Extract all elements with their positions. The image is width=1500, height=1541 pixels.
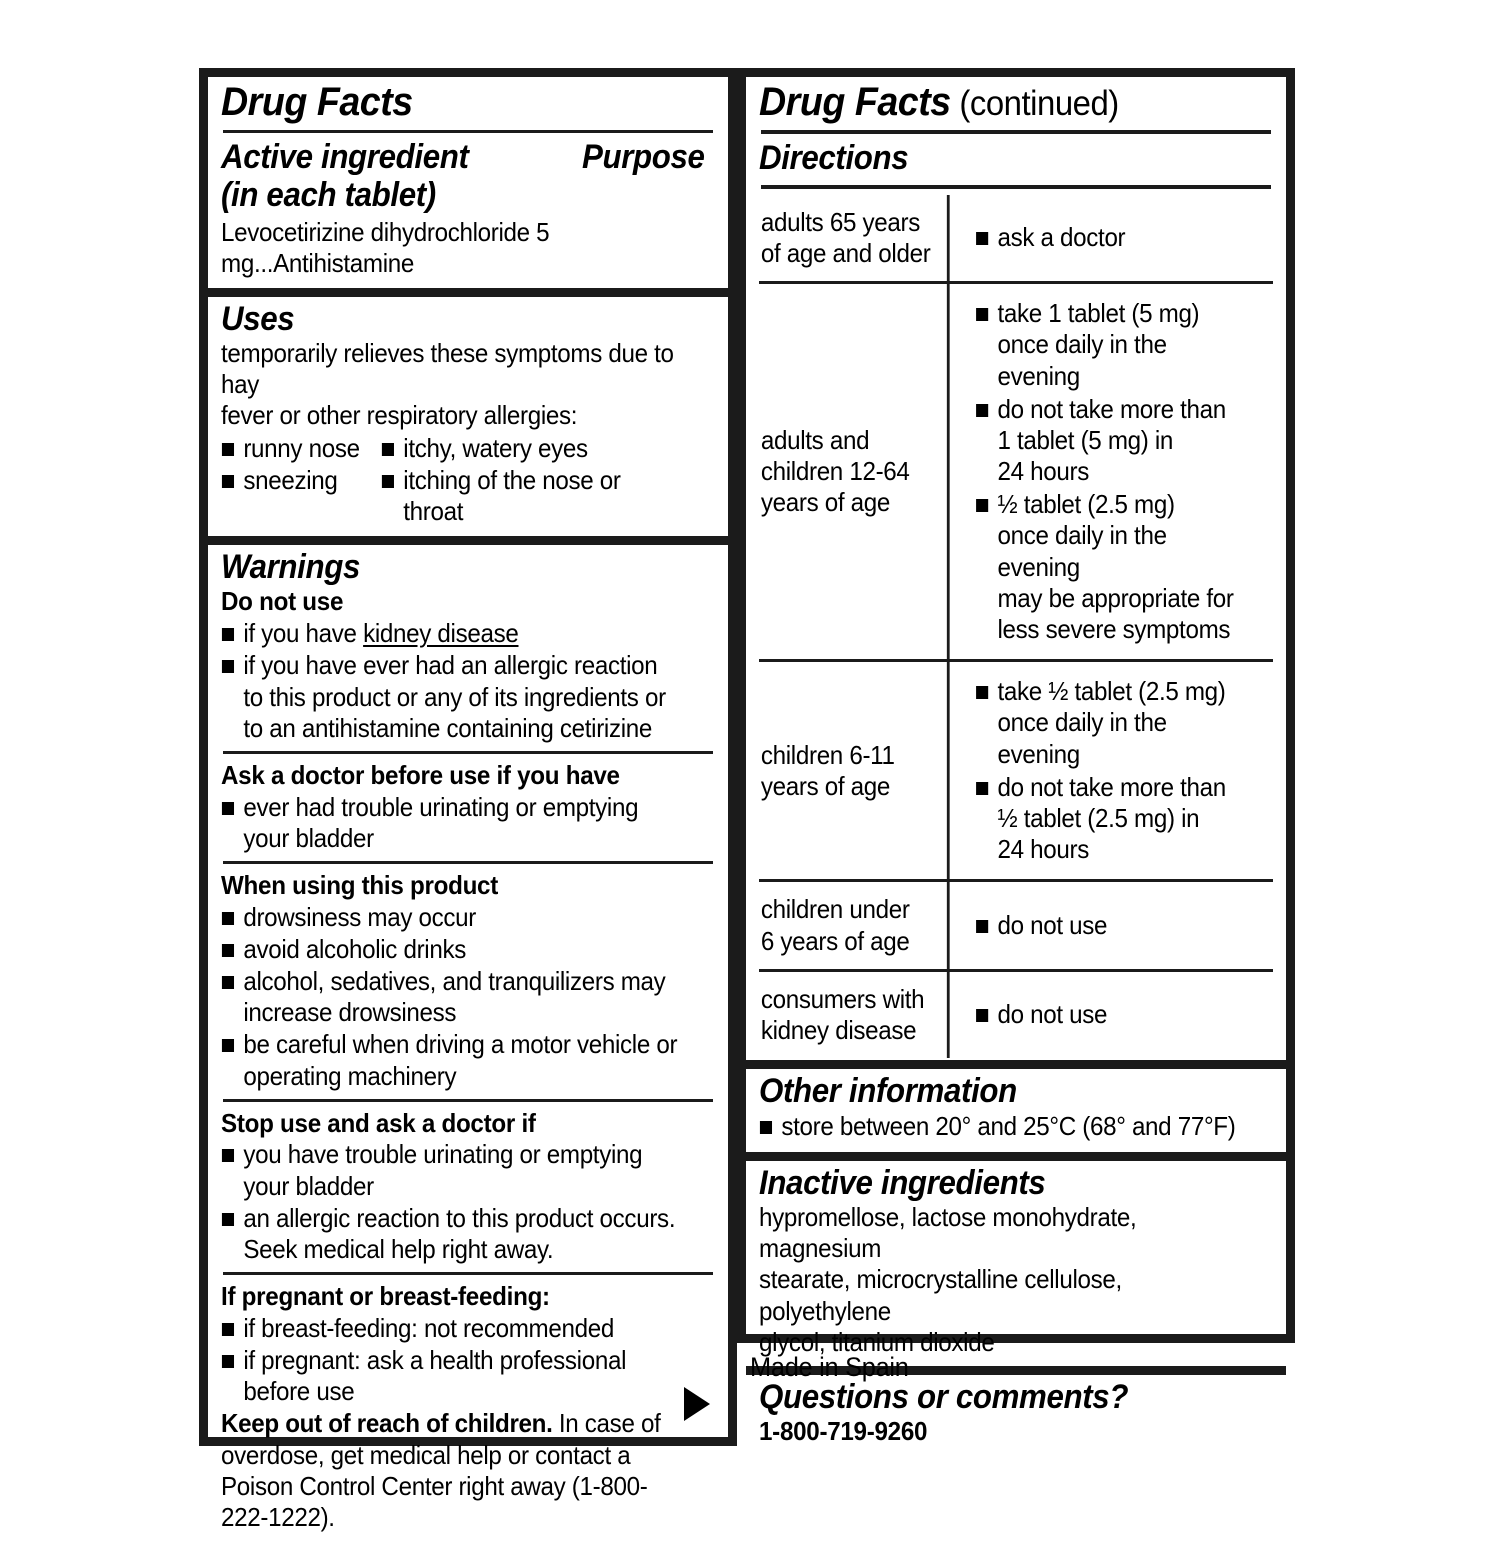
other-information-heading: Other information [759,1072,1017,1111]
list-item: if pregnant: ask a health professional before use [221,1345,680,1407]
section-inactive-ingredients [746,1152,1286,1366]
directions-who-cell [759,972,950,1058]
divider [223,751,713,754]
directions-who-cell [759,882,950,968]
dose-cont: 24 hours [997,834,1089,865]
stop-use-list [221,1139,680,1265]
section-header [208,77,728,288]
dose-line: do not take more than [997,393,1226,424]
ask-doctor-heading: Ask a doctor before use if you have [221,759,620,790]
directions-who-cell [759,662,950,879]
list-item-text-pre: if you have [243,618,364,649]
continuation-arrow-icon [684,1387,710,1421]
who-line: children under [760,894,910,925]
dose-list [975,674,1247,867]
dose-line: ½ tablet (2.5 mg) [997,489,1175,520]
list-item: an allergic reaction to this product occurs. Seek medical help right away. [221,1203,680,1265]
title-bold: Drug Facts [759,80,951,124]
dose-cont: ½ tablet (2.5 mg) in [997,802,1200,833]
purpose-heading: Purpose [581,138,705,177]
dose-list [975,997,1107,1032]
uses-intro-line1: temporarily relieves these symptoms due to hay [221,337,674,400]
dose-cont: once daily in the evening [997,329,1167,391]
divider [223,1099,713,1102]
when-using-heading: When using this product [221,869,499,900]
list-item: sneezing [221,465,381,496]
other-information-list [759,1111,1237,1142]
table-row [759,195,1273,281]
divider [223,130,713,133]
who-line: adults 65 years [760,206,920,237]
list-item [975,489,1247,645]
section-other-information [746,1060,1286,1152]
keep-out-bold: Keep out of reach of children. [221,1408,553,1439]
divider [761,185,1271,189]
uses-symptom-columns [221,432,680,529]
dose-cont: once daily in the evening [997,520,1167,582]
table-row [759,659,1273,879]
list-item [975,772,1247,866]
list-item: do not use [975,910,1107,941]
uses-symptoms-col-b [381,432,680,529]
list-item: do not use [975,999,1107,1030]
dose-cont: once daily in the evening [997,707,1167,769]
keep-out-of-reach-text [221,1408,680,1533]
list-item: alcohol, sedatives, and tranquilizers may increase drowsiness [221,966,680,1028]
list-item: drowsiness may occur [221,902,680,933]
active-ingredient-heading: Active ingredient [221,138,469,177]
who-line: years of age [760,487,891,518]
list-item: itching of the nose or throat [381,465,680,527]
list-item: you have trouble urinating or emptying your bladder [221,1139,680,1201]
section-uses [208,288,728,537]
active-ingredient-headings [221,139,715,214]
inactive-ingredients-line2: stearate, microcrystalline cellulose, polyethylene [759,1264,1122,1326]
list-item: avoid alcoholic drinks [221,934,680,965]
list-item [975,676,1247,770]
divider [223,1272,713,1275]
list-item [975,298,1247,392]
list-item [221,618,680,649]
uses-heading: Uses [221,299,295,338]
dose-line: do not take more than [997,771,1226,802]
pregnancy-list [221,1313,680,1408]
table-row [759,281,1273,659]
divider [223,861,713,864]
dose-line: take 1 tablet (5 mg) [997,298,1200,329]
list-item [975,394,1247,488]
active-ingredient-subheading: (in each tablet) [221,175,436,214]
section-warnings [208,536,728,1541]
when-using-list [221,902,680,1092]
list-item: if breast-feeding: not recommended [221,1313,680,1344]
list-item: ever had trouble urinating or emptying your bladder [221,792,680,854]
who-line: adults and [760,424,870,455]
directions-who-cell [759,284,950,659]
directions-dose-cell [964,972,1251,1058]
uses-intro-line2: fever or other respiratory allergies: [221,400,578,431]
directions-who-cell [759,195,950,281]
dose-cont: may be appropriate for [997,582,1234,613]
warnings-heading: Warnings [221,548,361,587]
inactive-ingredients-line1: hypromellose, lactose monohydrate, magnesium [759,1202,1137,1264]
table-row [759,879,1273,968]
list-item: if you have ever had an allergic reaction to this product or any of its ingredients or to an antihistamine containing cetirizine [221,650,680,744]
dose-list [975,220,1125,255]
directions-dose-cell [964,882,1251,968]
inactive-ingredients-heading: Inactive ingredients [759,1163,1046,1202]
keep-out-rest: In case of overdose, get medical help or contact a Poison Control Center right away (1-800-222-1222). [221,1408,661,1532]
list-item: itchy, watery eyes [381,433,680,464]
directions-heading: Directions [759,139,909,178]
directions-dose-cell [964,284,1251,659]
made-in-text: Made in Spain [750,1352,909,1382]
directions-dose-cell [964,662,1251,879]
inactive-ingredients-line3: glycol, titanium dioxide [759,1326,995,1357]
list-item: be careful when driving a motor vehicle or operating machinery [221,1029,680,1091]
who-line: consumers with [760,983,925,1014]
ask-doctor-list [221,792,680,854]
who-line: kidney disease [760,1014,917,1045]
pregnancy-heading: If pregnant or breast-feeding: [221,1281,550,1312]
do-not-use-list [221,618,680,744]
stop-use-heading: Stop use and ask a doctor if [221,1107,536,1138]
who-line: of age and older [760,237,931,268]
questions-phone[interactable]: 1-800-719-9260 [759,1416,928,1447]
dose-line: take ½ tablet (2.5 mg) [997,676,1226,707]
drug-facts-left-panel [199,68,737,1532]
do-not-use-heading: Do not use [221,586,344,617]
table-row [759,969,1273,1058]
drug-facts-continued-title [759,81,1242,123]
dose-cont: 24 hours [997,456,1089,487]
drug-facts-title: Drug Facts [221,80,413,124]
list-item: runny nose [221,433,381,464]
kidney-disease-link: kidney disease [363,618,519,649]
title-continued: (continued) [950,84,1119,123]
divider [761,130,1271,134]
uses-symptoms-col-a [221,432,381,529]
who-line: children 6-11 [760,739,895,770]
who-line: children 12-64 [760,456,910,487]
dose-cont: 1 tablet (5 mg) in [997,424,1174,455]
directions-dose-cell [964,195,1251,281]
section-directions [746,77,1286,1060]
list-item: store between 20° and 25°C (68° and 77°F) [759,1111,1237,1142]
list-item: ask a doctor [975,222,1125,253]
who-line: years of age [760,770,891,801]
who-line: 6 years of age [760,925,910,956]
directions-table [759,195,1273,1058]
dose-cont: less severe symptoms [997,614,1231,645]
dose-list [975,296,1247,647]
questions-heading: Questions or comments? [759,1378,1129,1416]
dose-list [975,908,1107,943]
active-ingredient-text: Levocetirizine dihydrochloride 5 mg...Antihistamine [221,217,550,279]
